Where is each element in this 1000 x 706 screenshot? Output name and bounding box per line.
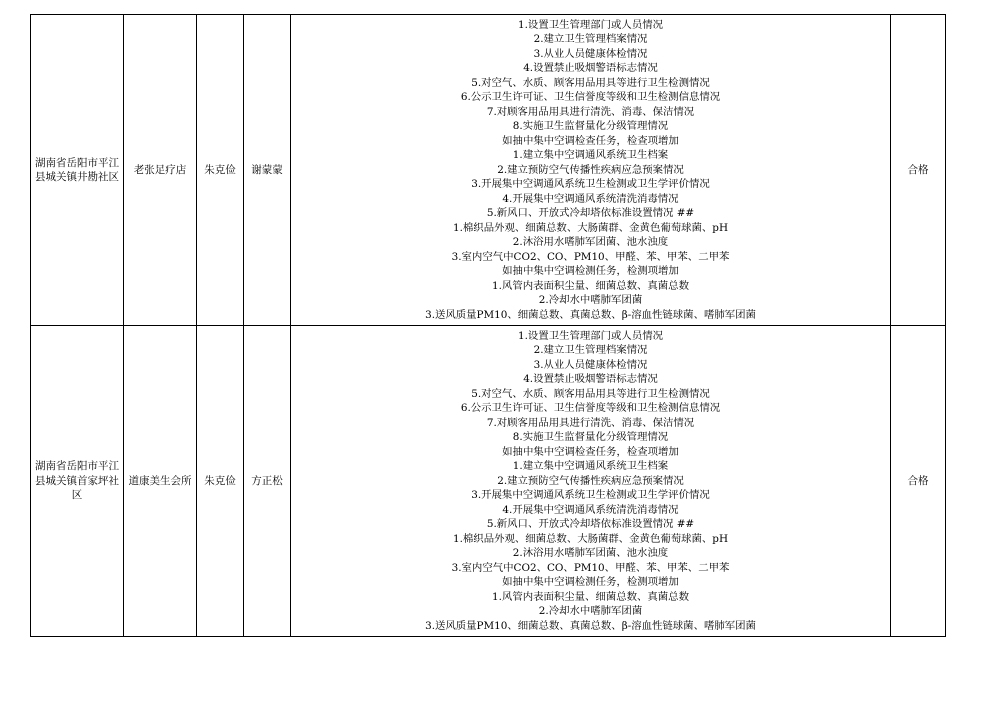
inspection-item: 5.对空气、水质、顾客用品用具等进行卫生检测情况 [471,76,710,89]
inspection-item: 6.公示卫生许可证、卫生信誉度等级和卫生检测信息情况 [460,402,721,415]
inspection-item: 3.从业人员健康体检情况 [533,358,648,371]
items-cell [291,15,891,326]
area-cell: 湖南省岳阳市平江县城关镇井勘社区 [31,15,124,326]
inspection-item: 2.沐浴用水嗜肺军团菌、池水浊度 [512,547,669,560]
inspector-cell: 朱克俭 [197,15,244,326]
inspection-item: 3.室内空气中CO2、CO、PM10、甲醛、苯、甲苯、二甲苯 [451,561,730,574]
inspection-item: 3.室内空气中CO2、CO、PM10、甲醛、苯、甲苯、二甲苯 [451,250,730,263]
inspection-item: 5.新风口、开放式冷却塔依标准设置情况 ## [486,518,695,531]
inspection-item: 8.实施卫生监督量化分级管理情况 [512,431,669,444]
result-cell: 合格 [891,15,946,326]
inspection-item: 1.风管内表面积尘量、细菌总数、真菌总数 [492,279,689,292]
inspection-item: 3.送风质量PM10、细菌总数、真菌总数、β-溶血性链球菌、嗜肺军团菌 [425,619,756,632]
inspection-item: 1.棉织品外观、细菌总数、大肠菌群、金黄色葡萄球菌、pH [453,532,728,545]
inspection-item: 2.建立预防空气传播性疾病应急预案情况 [497,474,684,487]
person-cell: 方正松 [244,326,291,637]
result-cell: 合格 [891,326,946,637]
table-row [31,326,946,637]
inspector-cell: 朱克俭 [197,326,244,637]
area-cell: 湖南省岳阳市平江县城关镇首家坪社区 [31,326,124,637]
inspection-item: 2.建立卫生管理档案情况 [533,344,648,357]
inspection-table [30,14,946,637]
inspection-item: 5.对空气、水质、顾客用品用具等进行卫生检测情况 [471,387,710,400]
inspection-item: 5.新风口、开放式冷却塔依标准设置情况 ## [486,207,695,220]
inspection-item: 如抽中集中空调检测任务，检测项增加 [502,576,679,589]
inspection-item: 8.实施卫生监督量化分级管理情况 [512,120,669,133]
inspection-item: 1.棉织品外观、细菌总数、大肠菌群、金黄色葡萄球菌、pH [453,221,728,234]
inspection-table-body [31,15,946,637]
inspection-item: 2.沐浴用水嗜肺军团菌、池水浊度 [512,236,669,249]
inspection-item: 4.开展集中空调通风系统清洗消毒情况 [502,192,679,205]
inspection-item: 3.从业人员健康体检情况 [533,47,648,60]
inspection-item: 如抽中集中空调检查任务，检查项增加 [502,134,679,147]
inspection-item: 6.公示卫生许可证、卫生信誉度等级和卫生检测信息情况 [460,91,721,104]
inspection-item: 1.建立集中空调通风系统卫生档案 [512,149,669,162]
inspection-item: 2.建立卫生管理档案情况 [533,33,648,46]
inspection-item: 4.设置禁止吸烟警语标志情况 [523,373,658,386]
table-row [31,15,946,326]
inspection-item: 1.设置卫生管理部门或人员情况 [518,329,663,342]
items-cell [291,326,891,637]
inspection-item: 2.冷却水中嗜肺军团菌 [538,294,643,307]
unit-cell: 道康美生会所 [124,326,197,637]
inspection-item: 2.建立预防空气传播性疾病应急预案情况 [497,163,684,176]
inspection-item: 3.开展集中空调通风系统卫生检测或卫生学评价情况 [471,178,710,191]
unit-cell: 老张足疗店 [124,15,197,326]
inspection-item: 如抽中集中空调检查任务，检查项增加 [502,445,679,458]
inspection-item: 4.设置禁止吸烟警语标志情况 [523,62,658,75]
inspection-item: 3.送风质量PM10、细菌总数、真菌总数、β-溶血性链球菌、嗜肺军团菌 [425,308,756,321]
inspection-item: 4.开展集中空调通风系统清洗消毒情况 [502,503,679,516]
inspection-item: 1.建立集中空调通风系统卫生档案 [512,460,669,473]
person-cell: 谢蒙蒙 [244,15,291,326]
inspection-item: 1.风管内表面积尘量、细菌总数、真菌总数 [492,590,689,603]
inspection-item: 7.对顾客用品用具进行清洗、消毒、保洁情况 [486,416,695,429]
inspection-item: 1.设置卫生管理部门或人员情况 [518,18,663,31]
inspection-item: 3.开展集中空调通风系统卫生检测或卫生学评价情况 [471,489,710,502]
inspection-item: 如抽中集中空调检测任务，检测项增加 [502,265,679,278]
inspection-item: 7.对顾客用品用具进行清洗、消毒、保洁情况 [486,105,695,118]
inspection-item: 2.冷却水中嗜肺军团菌 [538,605,643,618]
